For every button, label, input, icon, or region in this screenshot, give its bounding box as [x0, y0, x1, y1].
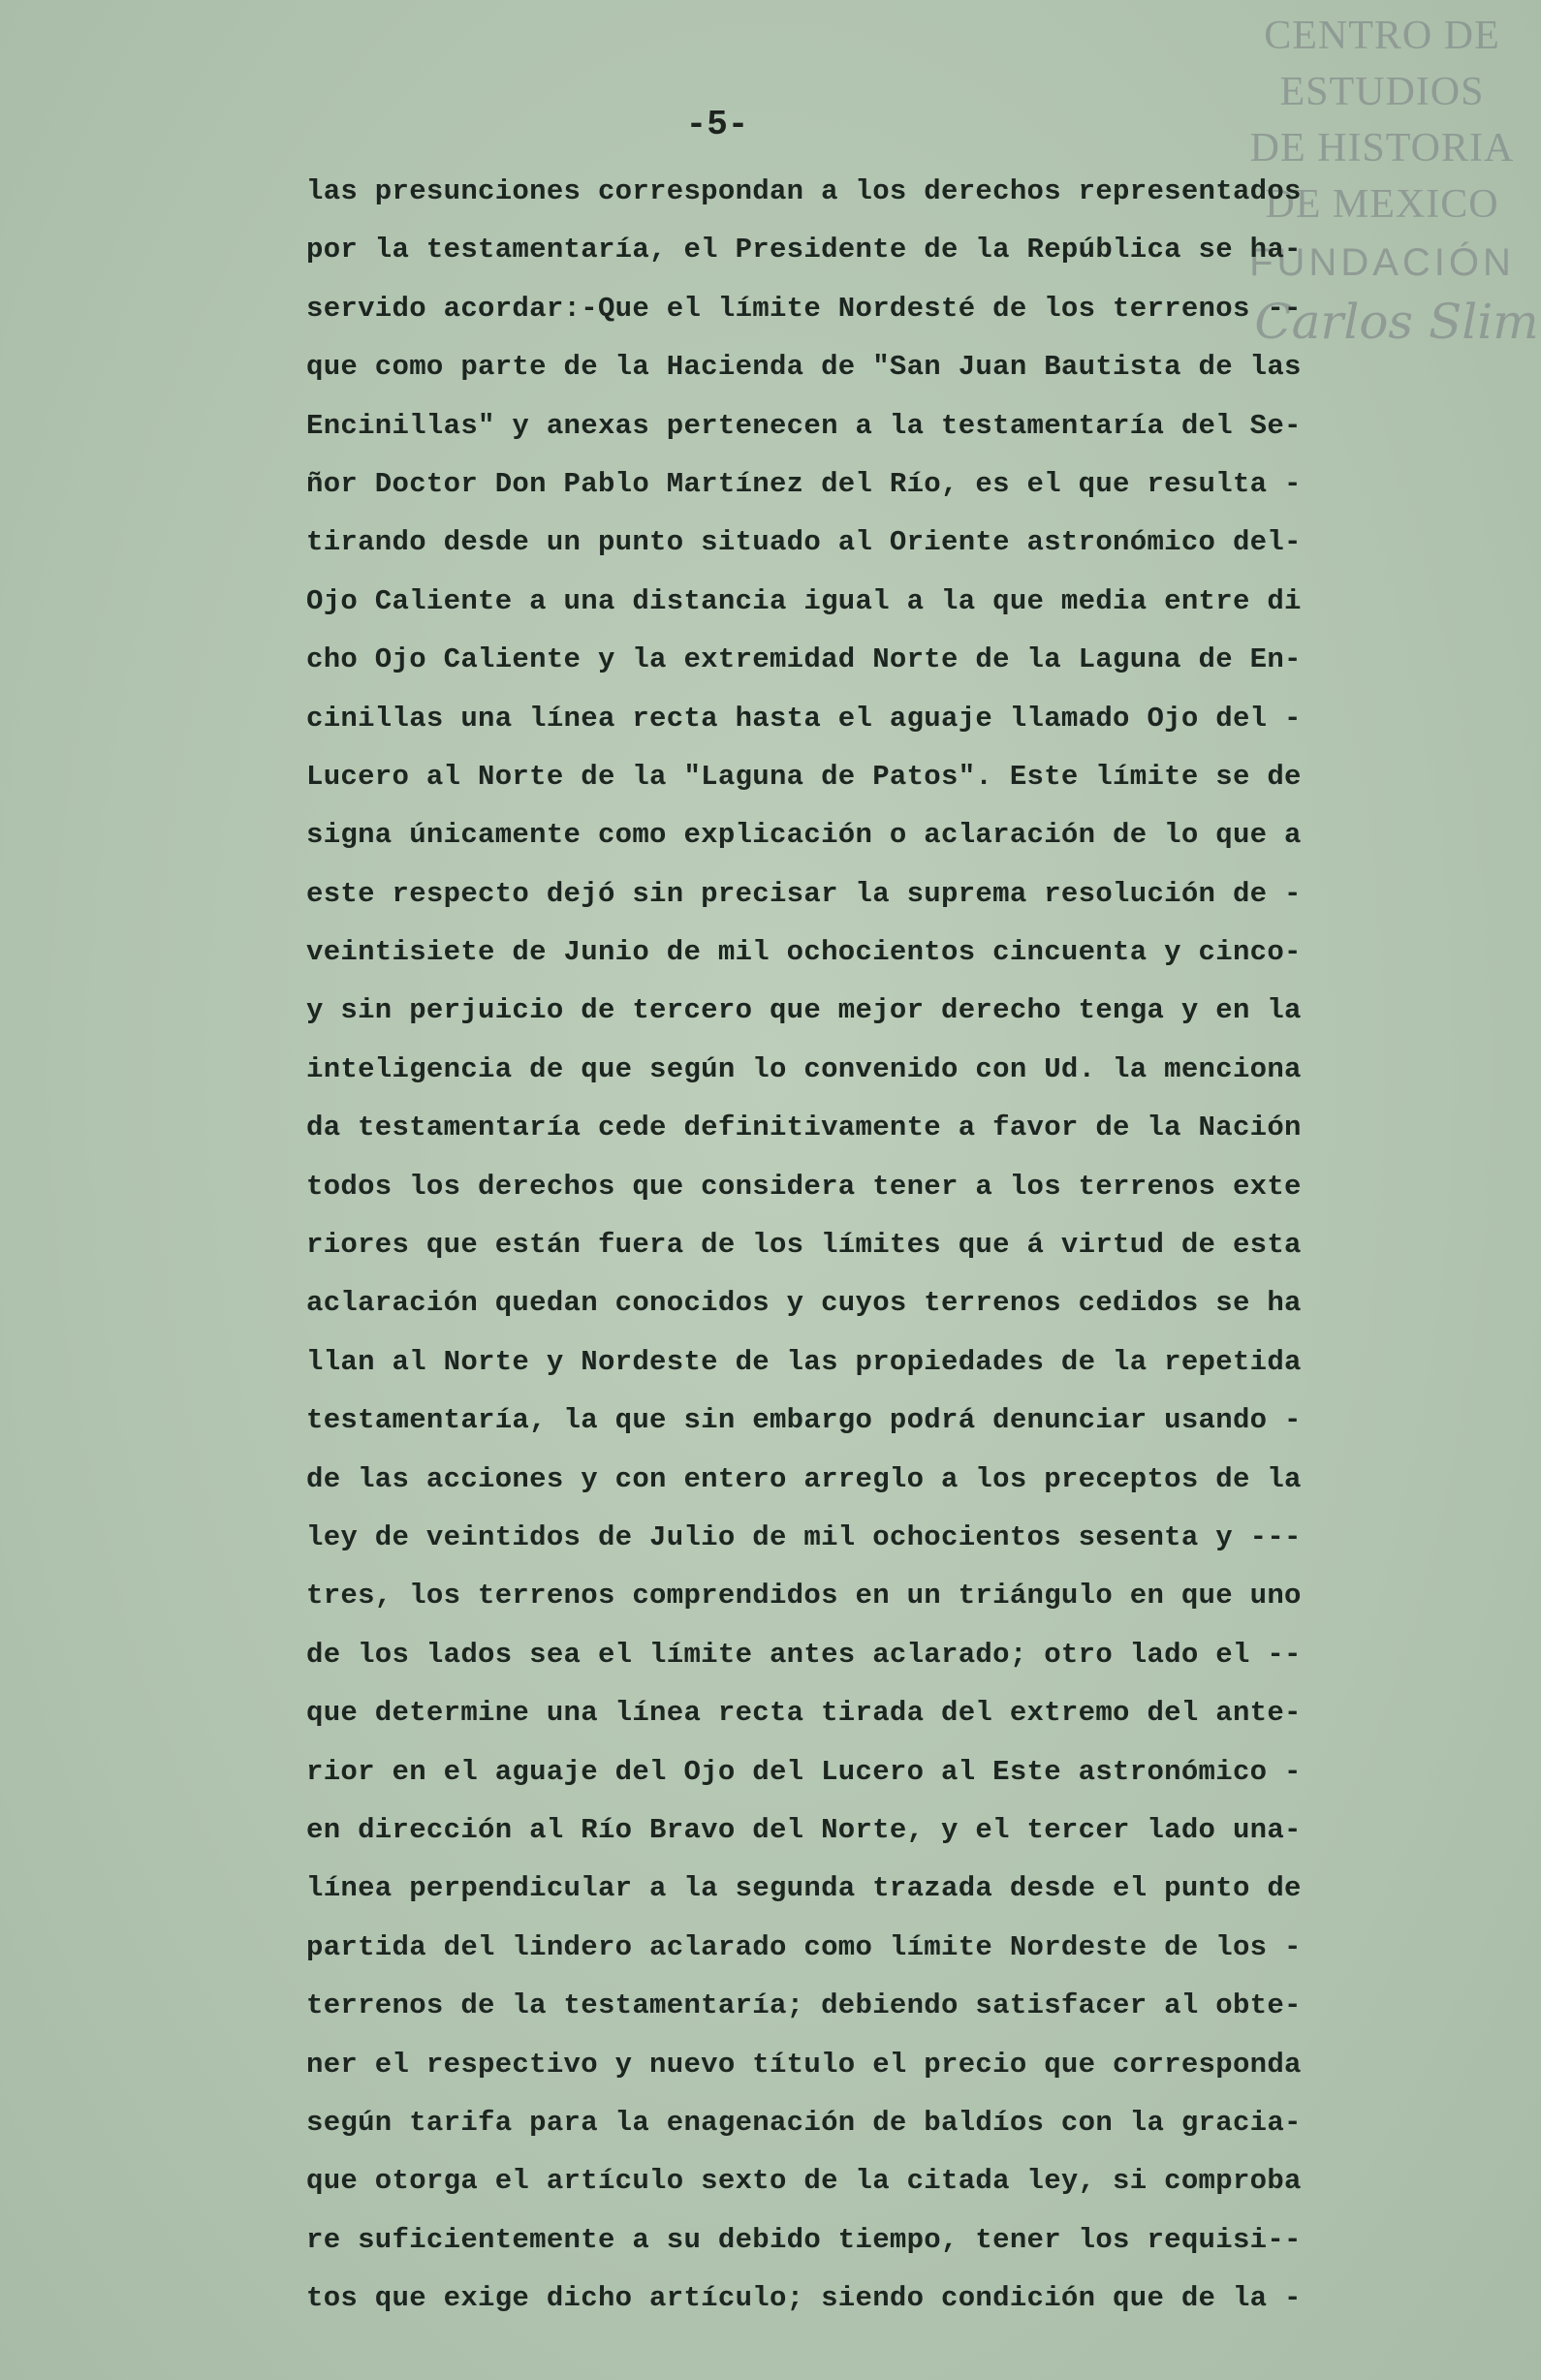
- text-line: Encinillas" y anexas pertenecen a la testamentaría del Se-: [306, 409, 1302, 442]
- watermark-line: DE MEXICO: [1265, 182, 1499, 227]
- watermark-foundation: FUNDACIÓN: [1249, 241, 1515, 284]
- text-line: de las acciones y con entero arreglo a los preceptos de la: [306, 1462, 1302, 1495]
- text-line: las presunciones correspondan a los derechos representados: [306, 175, 1302, 207]
- text-line: Lucero al Norte de la "Laguna de Patos". Este límite se de: [306, 760, 1302, 793]
- text-line: tres, los terrenos comprendidos en un triángulo en que uno: [306, 1580, 1302, 1613]
- text-line: que determine una línea recta tirada del extremo del ante-: [306, 1697, 1302, 1730]
- typewritten-body: [306, 163, 1343, 2328]
- text-line: inteligencia de que según lo convenido con Ud. la menciona: [306, 1052, 1302, 1085]
- text-line: que como parte de la Hacienda de "San Juan Bautista de las: [306, 351, 1302, 384]
- text-line: tos que exige dicho artículo; siendo condición que de la -: [306, 2282, 1302, 2315]
- text-line: da testamentaría cede definitivamente a favor de la Nación: [306, 1112, 1302, 1144]
- text-line: signa únicamente como explicación o aclaración de lo que a: [306, 819, 1302, 852]
- text-line: ley de veintidos de Julio de mil ochocientos sesenta y ---: [306, 1520, 1302, 1553]
- text-line: llan al Norte y Nordeste de las propiedades de la repetida: [306, 1345, 1302, 1378]
- text-line: cho Ojo Caliente y la extremidad Norte de la Laguna de En-: [306, 643, 1302, 676]
- text-line: por la testamentaría, el Presidente de la República se ha-: [306, 234, 1302, 266]
- watermark-line: CENTRO DE: [1264, 14, 1500, 58]
- text-line: ñor Doctor Don Pablo Martínez del Río, es el que resulta -: [306, 467, 1302, 500]
- text-line: ner el respectivo y nuevo título el precio que corresponda: [306, 2048, 1302, 2081]
- text-line: veintisiete de Junio de mil ochocientos cincuenta y cinco-: [306, 936, 1302, 969]
- text-line: en dirección al Río Bravo del Norte, y el tercer lado una-: [306, 1813, 1302, 1846]
- text-line: que otorga el artículo sexto de la citada ley, si comproba: [306, 2165, 1302, 2198]
- text-line: Ojo Caliente a una distancia igual a la que media entre di: [306, 584, 1302, 617]
- text-line: línea perpendicular a la segunda trazada desde el punto de: [306, 1872, 1302, 1905]
- text-line: re suficientemente a su debido tiempo, tener los requisi--: [306, 2223, 1302, 2256]
- text-line: todos los derechos que considera tener a los terrenos exte: [306, 1170, 1302, 1203]
- text-line: rior en el aguaje del Ojo del Lucero al Este astronómico -: [306, 1755, 1302, 1788]
- text-line: según tarifa para la enagenación de baldíos con la gracia-: [306, 2106, 1302, 2139]
- text-line: partida del lindero aclarado como límite Nordeste de los -: [306, 1930, 1302, 1963]
- watermark-line: DE HISTORIA: [1249, 126, 1515, 171]
- text-line: servido acordar:-Que el límite Nordesté de los terrenos --: [306, 292, 1302, 325]
- text-line: tirando desde un punto situado al Oriente astronómico del-: [306, 526, 1302, 559]
- text-line: testamentaría, la que sin embargo podrá denunciar usando -: [306, 1404, 1302, 1437]
- text-line: terrenos de la testamentaría; debiendo satisfacer al obte-: [306, 1989, 1302, 2022]
- text-line: cinillas una línea recta hasta el aguaje llamado Ojo del -: [306, 702, 1302, 735]
- page-number: -5-: [685, 105, 749, 144]
- text-line: aclaración quedan conocidos y cuyos terrenos cedidos se ha: [306, 1287, 1302, 1320]
- watermark-line: ESTUDIOS: [1279, 70, 1485, 114]
- text-line: de los lados sea el límite antes aclarado; otro lado el --: [306, 1638, 1302, 1671]
- watermark-signature: Carlos Slim: [1254, 294, 1539, 350]
- text-line: este respecto dejó sin precisar la suprema resolución de -: [306, 877, 1302, 910]
- text-line: y sin perjuicio de tercero que mejor derecho tenga y en la: [306, 994, 1302, 1027]
- text-line: riores que están fuera de los límites que á virtud de esta: [306, 1229, 1302, 1262]
